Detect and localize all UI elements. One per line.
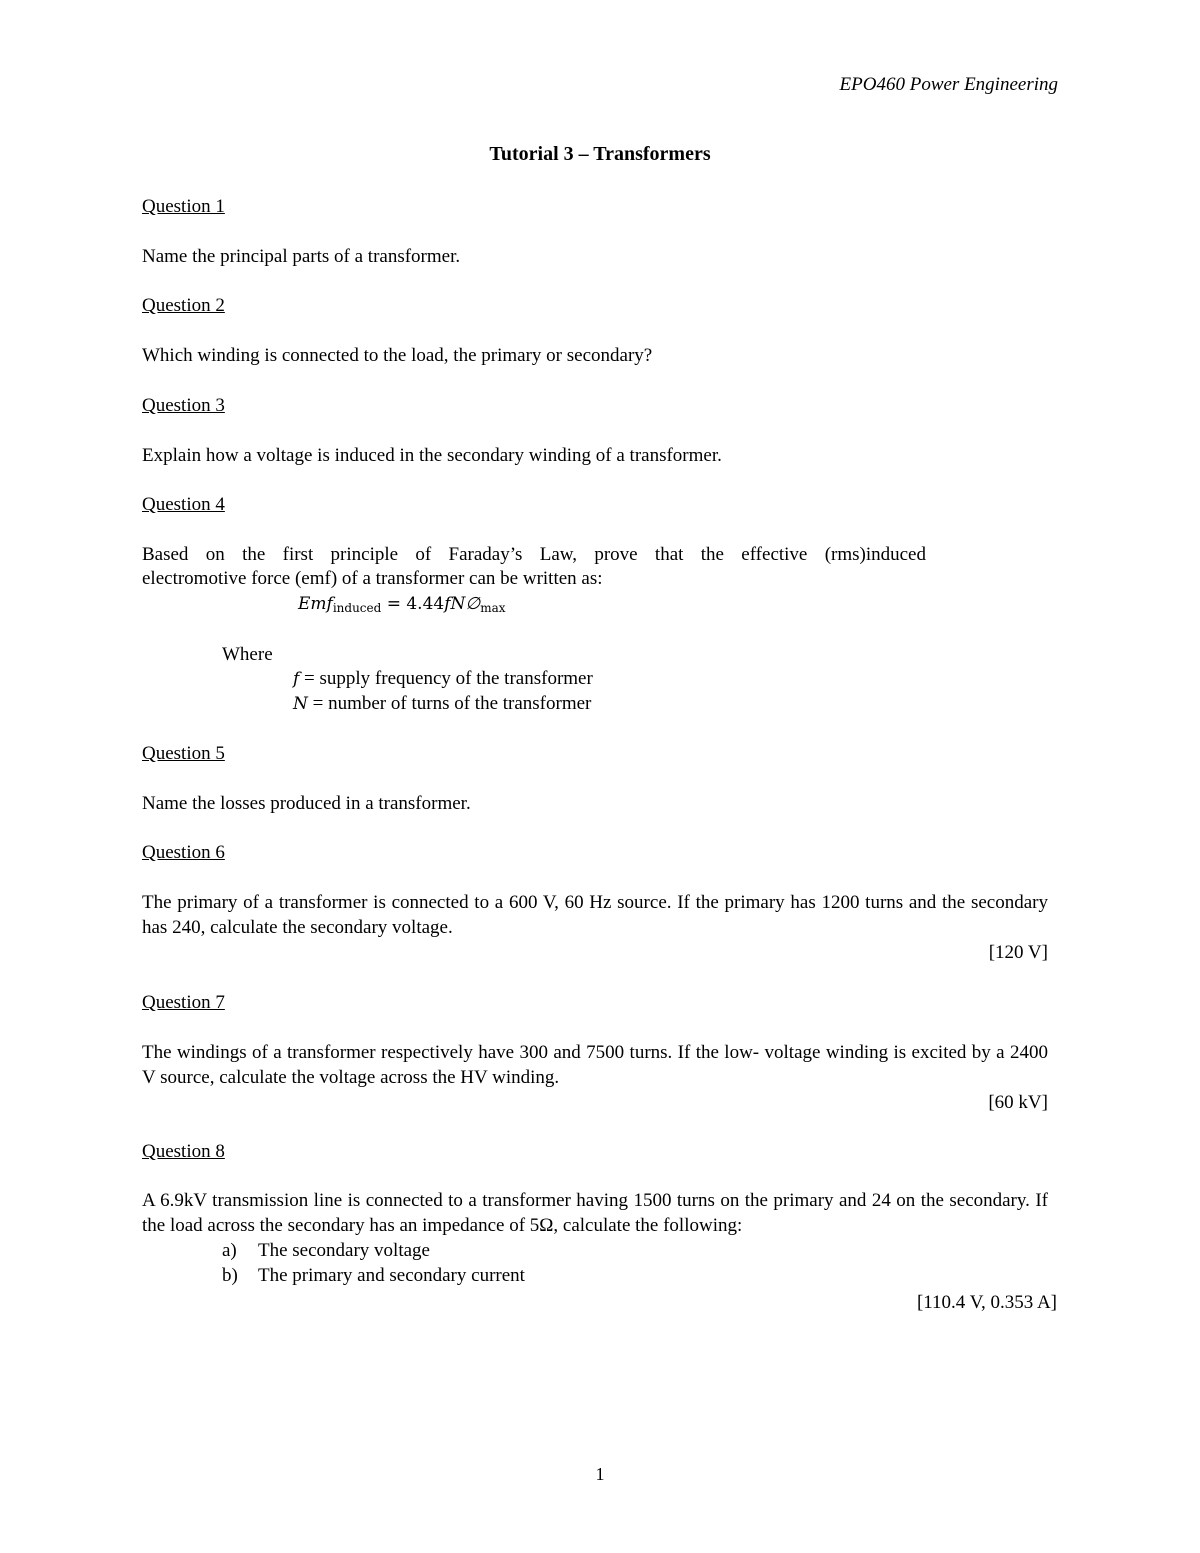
question-4-text-line2: electromotive force (emf) of a transformer can be written as: bbox=[142, 568, 603, 589]
symbol-f: f bbox=[293, 669, 300, 689]
question-8-heading: Question 8 bbox=[142, 1141, 225, 1162]
list-item bbox=[222, 1263, 525, 1288]
question-5-text: Name the losses produced in a transformer. bbox=[142, 793, 471, 814]
question-6-answer: [120 V] bbox=[988, 942, 1048, 963]
page-number: 1 bbox=[595, 1464, 605, 1484]
definition-n bbox=[293, 691, 591, 717]
where-label: Where bbox=[222, 644, 273, 665]
question-2-heading: Question 2 bbox=[142, 295, 225, 316]
question-7-answer: [60 kV] bbox=[988, 1092, 1048, 1113]
definition-n-text: = number of turns of the transformer bbox=[307, 693, 592, 714]
equation-lhs: Emf bbox=[298, 594, 333, 614]
definition-f-text: = supply frequency of the transformer bbox=[299, 668, 593, 689]
equation-variables: fN∅ bbox=[444, 594, 481, 614]
list-item-text: The secondary voltage bbox=[258, 1240, 430, 1261]
list-item bbox=[222, 1238, 430, 1263]
question-8-text: A 6.9kV transmission line is connected to a transformer having 1500 turns on the primary and 24 on the secondary. If the load across the secondary has an impedance of 5Ω, calculate the following: bbox=[142, 1190, 1048, 1236]
question-4-heading: Question 4 bbox=[142, 494, 225, 515]
question-6-heading: Question 6 bbox=[142, 842, 225, 863]
question-5-heading: Question 5 bbox=[142, 743, 225, 764]
question-3-heading: Question 3 bbox=[142, 395, 225, 416]
list-item-text: The primary and secondary current bbox=[258, 1265, 525, 1286]
emf-equation bbox=[298, 592, 506, 621]
question-1-text: Name the principal parts of a transformer. bbox=[142, 246, 461, 267]
list-item-label: a) bbox=[222, 1240, 237, 1261]
document-header: EPO460 Power Engineering bbox=[839, 74, 1058, 95]
symbol-n: N bbox=[293, 694, 308, 714]
question-4-text-line1: Based on the first principle of Faraday’s Law, prove that the effective (rms)induced bbox=[142, 544, 926, 565]
definition-f bbox=[293, 666, 593, 692]
equation-lhs-subscript: induced bbox=[332, 601, 382, 615]
question-7-text: The windings of a transformer respectively have 300 and 7500 turns. If the low- voltage winding is excited by a 2400 V source, calculate the voltage across the HV winding. bbox=[142, 1042, 1048, 1088]
list-item-label: b) bbox=[222, 1265, 238, 1286]
page-title: Tutorial 3 – Transformers bbox=[489, 143, 711, 165]
equation-constant: = 4.44 bbox=[386, 594, 445, 614]
question-3-text: Explain how a voltage is induced in the secondary winding of a transformer. bbox=[142, 445, 722, 466]
question-2-text: Which winding is connected to the load, the primary or secondary? bbox=[142, 345, 653, 366]
question-1-heading: Question 1 bbox=[142, 196, 225, 217]
question-7-heading: Question 7 bbox=[142, 992, 225, 1013]
question-8-answer: [110.4 V, 0.353 A] bbox=[916, 1292, 1057, 1313]
equation-rhs-subscript: max bbox=[480, 601, 506, 615]
question-6-text: The primary of a transformer is connected to a 600 V, 60 Hz source. If the primary has 1200 turns and the secondary has 240, calculate the secondary voltage. bbox=[142, 892, 1048, 938]
